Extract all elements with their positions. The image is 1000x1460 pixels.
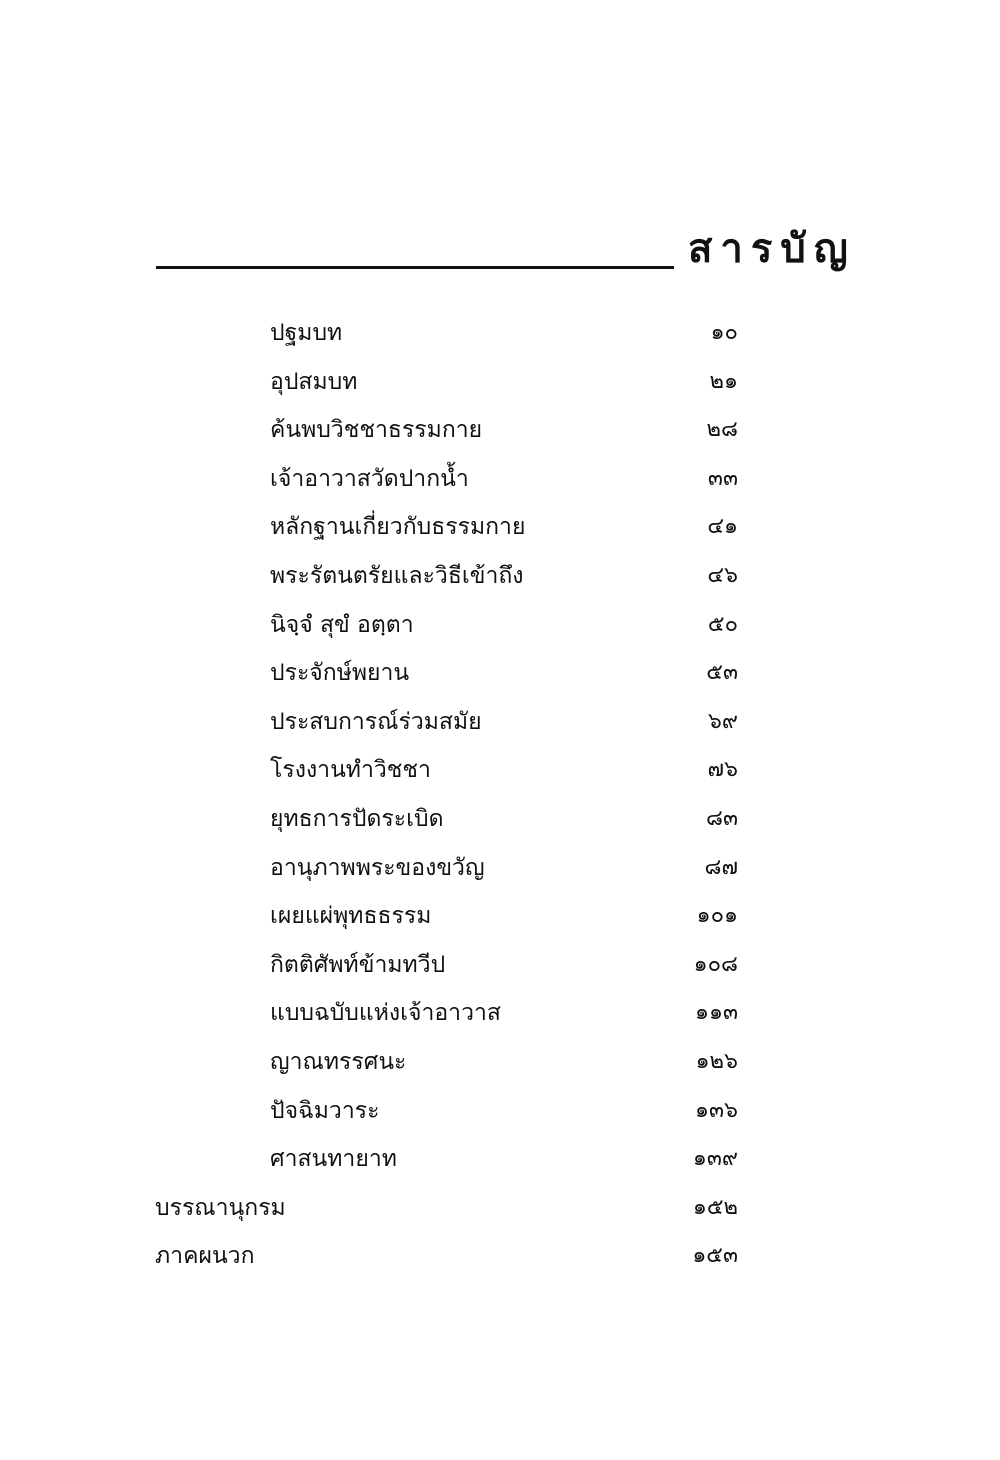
toc-entry-page: ๕๓ <box>706 660 738 686</box>
toc-entry-page: ๖๙ <box>707 708 738 734</box>
toc-entry-appendix <box>0 1236 1000 1285</box>
toc-entry <box>0 459 1000 508</box>
toc-entry-page: ๗๖ <box>707 757 738 783</box>
toc-entry <box>0 702 1000 751</box>
toc-entry-page: ๑๐ <box>710 320 738 345</box>
toc-entry-title: พระรัตนตรัยและวิธีเข้าถึง <box>270 562 524 589</box>
toc-entry <box>0 993 1000 1042</box>
toc-entry <box>0 799 1000 848</box>
toc-entry-bibliography <box>0 1188 1000 1237</box>
toc-entry-page: ๒๑ <box>709 368 738 394</box>
toc-entry-title: ประจักษ์พยาน <box>270 660 410 687</box>
title-rule <box>156 266 674 269</box>
toc-entry <box>0 313 1000 362</box>
toc-entry-page: ๔๖ <box>707 562 738 588</box>
toc-entry-page: ๑๕๓ <box>692 1243 738 1269</box>
toc-entry <box>0 1139 1000 1188</box>
toc-entry-page: ๘๗ <box>704 854 738 880</box>
toc-entry-title: หลักฐานเกี่ยวกับธรรมกาย <box>270 514 526 541</box>
toc-entry <box>0 848 1000 897</box>
toc-entry-title: ประสบการณ์ร่วมสมัย <box>270 708 482 735</box>
toc-entry-page: ๑๐๑ <box>696 903 738 929</box>
toc-entry-title: ภาคผนวก <box>155 1243 255 1270</box>
toc-entry-page: ๒๘ <box>706 417 738 443</box>
page-title: สารบัญ <box>688 226 856 272</box>
toc-entry <box>0 410 1000 459</box>
toc-entry-title: เผยแผ่พุทธธรรม <box>270 903 432 930</box>
toc-entry <box>0 507 1000 556</box>
toc-entry <box>0 750 1000 799</box>
toc-entry <box>0 1091 1000 1140</box>
toc-entry-title: ค้นพบวิชชาธรรมกาย <box>270 417 483 444</box>
toc-entry-page: ๓๓ <box>707 465 738 491</box>
toc-entry-title: โรงงานทำวิชชา <box>270 757 431 784</box>
toc-entry-title: ศาสนทายาท <box>270 1146 397 1173</box>
toc-entry-title: อานุภาพพระของขวัญ <box>270 854 485 881</box>
toc-entry-title: ปฐมบท <box>270 320 343 346</box>
toc-entry-page: ๑๐๘ <box>693 951 738 977</box>
toc-entry-page: ๑๒๖ <box>695 1048 738 1074</box>
toc-entry <box>0 1042 1000 1091</box>
toc-entry-title: ปัจฉิมวาระ <box>270 1097 380 1124</box>
toc-entry-page: ๑๓๙ <box>692 1146 738 1172</box>
toc-entry <box>0 653 1000 702</box>
toc-entry-page: ๕๐ <box>707 611 738 637</box>
toc-entry-title: ญาณทรรศนะ <box>270 1048 407 1075</box>
toc-entry-title: บรรณานุกรม <box>155 1194 286 1221</box>
toc-entry-title: กิตติศัพท์ข้ามทวีป <box>270 951 446 978</box>
toc-entry-page: ๔๑ <box>707 514 738 540</box>
toc-entry-title: ยุทธการปัดระเบิด <box>270 805 444 832</box>
toc-entry <box>0 605 1000 654</box>
toc-entry-page: ๘๓ <box>705 805 738 831</box>
toc-entry-page: ๑๓๖ <box>695 1097 738 1123</box>
toc-entry <box>0 556 1000 605</box>
toc-entry-page: ๑๕๒ <box>692 1194 738 1220</box>
toc-entry-page: ๑๑๓ <box>695 1000 738 1026</box>
toc-entry <box>0 945 1000 994</box>
toc-entry-title: อุปสมบท <box>270 368 358 395</box>
toc-entry <box>0 896 1000 945</box>
toc-entry-title: นิจฺจํ สุขํ อตฺตา <box>270 611 414 638</box>
toc-entry <box>0 362 1000 411</box>
toc-entry-title: แบบฉบับแห่งเจ้าอาวาส <box>270 1000 501 1027</box>
toc-entry-title: เจ้าอาวาสวัดปากน้ำ <box>270 465 469 492</box>
toc-list <box>0 313 1000 1285</box>
